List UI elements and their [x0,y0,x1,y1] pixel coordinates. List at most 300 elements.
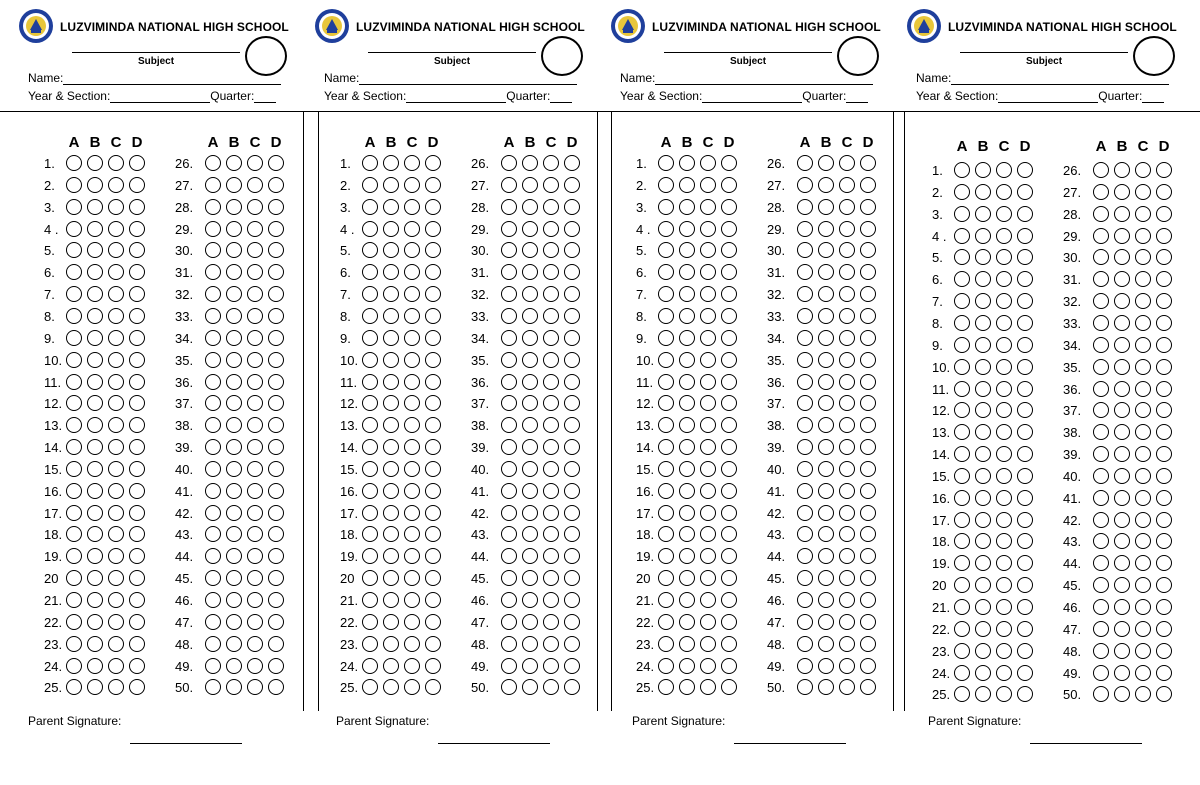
answer-bubble-b[interactable] [1114,162,1130,178]
answer-bubble-d[interactable] [129,614,145,630]
year-section-underline[interactable] [406,90,506,103]
answer-bubble-c[interactable] [996,512,1012,528]
answer-bubble-b[interactable] [226,221,242,237]
answer-bubble-c[interactable] [700,395,716,411]
answer-bubble-a[interactable] [205,658,221,674]
answer-bubble-b[interactable] [226,395,242,411]
answer-bubble-c[interactable] [404,658,420,674]
answer-bubble-d[interactable] [564,636,580,652]
answer-bubble-c[interactable] [543,221,559,237]
answer-bubble-a[interactable] [501,330,517,346]
answer-bubble-c[interactable] [839,483,855,499]
answer-bubble-c[interactable] [404,352,420,368]
answer-bubble-a[interactable] [205,548,221,564]
answer-bubble-d[interactable] [1017,162,1033,178]
answer-bubble-c[interactable] [700,199,716,215]
answer-bubble-a[interactable] [797,221,813,237]
answer-bubble-d[interactable] [1156,512,1172,528]
answer-bubble-c[interactable] [839,199,855,215]
answer-bubble-d[interactable] [1017,271,1033,287]
answer-bubble-b[interactable] [522,658,538,674]
answer-bubble-b[interactable] [87,505,103,521]
answer-bubble-b[interactable] [1114,468,1130,484]
answer-bubble-c[interactable] [839,417,855,433]
answer-bubble-a[interactable] [954,337,970,353]
answer-bubble-c[interactable] [404,417,420,433]
answer-bubble-c[interactable] [404,330,420,346]
answer-bubble-c[interactable] [404,461,420,477]
answer-bubble-d[interactable] [564,417,580,433]
answer-bubble-d[interactable] [564,177,580,193]
answer-bubble-d[interactable] [1017,490,1033,506]
answer-bubble-d[interactable] [860,439,876,455]
answer-bubble-c[interactable] [700,439,716,455]
answer-bubble-a[interactable] [362,592,378,608]
answer-bubble-a[interactable] [205,526,221,542]
answer-bubble-a[interactable] [362,352,378,368]
answer-bubble-a[interactable] [954,555,970,571]
answer-bubble-b[interactable] [818,264,834,280]
answer-bubble-b[interactable] [818,395,834,411]
score-circle[interactable] [837,36,879,76]
answer-bubble-c[interactable] [404,548,420,564]
answer-bubble-d[interactable] [268,483,284,499]
answer-bubble-b[interactable] [1114,402,1130,418]
answer-bubble-b[interactable] [522,221,538,237]
answer-bubble-c[interactable] [839,461,855,477]
answer-bubble-d[interactable] [860,330,876,346]
answer-bubble-c[interactable] [108,679,124,695]
answer-bubble-a[interactable] [797,483,813,499]
answer-bubble-a[interactable] [658,658,674,674]
answer-bubble-b[interactable] [383,526,399,542]
answer-bubble-a[interactable] [66,374,82,390]
answer-bubble-c[interactable] [247,636,263,652]
answer-bubble-a[interactable] [66,308,82,324]
answer-bubble-c[interactable] [247,526,263,542]
answer-bubble-a[interactable] [66,330,82,346]
answer-bubble-a[interactable] [501,570,517,586]
answer-bubble-a[interactable] [1093,337,1109,353]
answer-bubble-b[interactable] [226,658,242,674]
answer-bubble-a[interactable] [954,599,970,615]
answer-bubble-a[interactable] [954,468,970,484]
answer-bubble-c[interactable] [247,155,263,171]
answer-bubble-c[interactable] [543,570,559,586]
answer-bubble-a[interactable] [501,548,517,564]
answer-bubble-a[interactable] [1093,512,1109,528]
answer-bubble-d[interactable] [129,548,145,564]
answer-bubble-b[interactable] [1114,665,1130,681]
answer-bubble-a[interactable] [501,614,517,630]
answer-bubble-b[interactable] [818,570,834,586]
answer-bubble-b[interactable] [87,395,103,411]
answer-bubble-a[interactable] [797,439,813,455]
answer-bubble-b[interactable] [383,155,399,171]
answer-bubble-c[interactable] [108,505,124,521]
answer-bubble-c[interactable] [108,330,124,346]
answer-bubble-c[interactable] [839,679,855,695]
answer-bubble-d[interactable] [564,461,580,477]
answer-bubble-a[interactable] [205,221,221,237]
answer-bubble-d[interactable] [860,374,876,390]
answer-bubble-b[interactable] [522,199,538,215]
answer-bubble-c[interactable] [839,658,855,674]
answer-bubble-b[interactable] [679,395,695,411]
answer-bubble-c[interactable] [404,636,420,652]
answer-bubble-b[interactable] [383,352,399,368]
answer-bubble-c[interactable] [996,446,1012,462]
answer-bubble-c[interactable] [839,548,855,564]
answer-bubble-b[interactable] [679,199,695,215]
answer-bubble-d[interactable] [268,614,284,630]
answer-bubble-c[interactable] [700,570,716,586]
answer-bubble-c[interactable] [1135,293,1151,309]
answer-bubble-b[interactable] [818,417,834,433]
answer-bubble-d[interactable] [425,374,441,390]
answer-bubble-a[interactable] [1093,315,1109,331]
answer-bubble-a[interactable] [954,184,970,200]
answer-bubble-a[interactable] [501,155,517,171]
answer-bubble-c[interactable] [247,199,263,215]
answer-bubble-d[interactable] [425,570,441,586]
answer-bubble-b[interactable] [679,439,695,455]
answer-bubble-b[interactable] [1114,686,1130,702]
answer-bubble-d[interactable] [721,352,737,368]
answer-bubble-d[interactable] [721,614,737,630]
answer-bubble-b[interactable] [522,352,538,368]
answer-bubble-a[interactable] [205,505,221,521]
answer-bubble-b[interactable] [383,505,399,521]
answer-bubble-a[interactable] [658,352,674,368]
answer-bubble-a[interactable] [954,665,970,681]
answer-bubble-a[interactable] [1093,424,1109,440]
answer-bubble-a[interactable] [1093,643,1109,659]
answer-bubble-a[interactable] [797,330,813,346]
answer-bubble-b[interactable] [1114,512,1130,528]
answer-bubble-d[interactable] [564,374,580,390]
answer-bubble-a[interactable] [1093,599,1109,615]
answer-bubble-a[interactable] [205,483,221,499]
answer-bubble-a[interactable] [1093,206,1109,222]
answer-bubble-a[interactable] [501,352,517,368]
answer-bubble-d[interactable] [268,548,284,564]
answer-bubble-b[interactable] [383,264,399,280]
answer-bubble-d[interactable] [1156,665,1172,681]
answer-bubble-c[interactable] [108,526,124,542]
answer-bubble-c[interactable] [839,155,855,171]
answer-bubble-b[interactable] [226,636,242,652]
answer-bubble-c[interactable] [1135,402,1151,418]
answer-bubble-d[interactable] [425,548,441,564]
answer-bubble-b[interactable] [383,439,399,455]
answer-bubble-d[interactable] [425,221,441,237]
answer-bubble-a[interactable] [501,679,517,695]
answer-bubble-b[interactable] [818,505,834,521]
answer-bubble-a[interactable] [1093,228,1109,244]
answer-bubble-c[interactable] [108,374,124,390]
answer-bubble-b[interactable] [522,548,538,564]
answer-bubble-d[interactable] [1156,446,1172,462]
answer-bubble-a[interactable] [205,636,221,652]
answer-bubble-c[interactable] [996,315,1012,331]
year-section-field[interactable] [916,89,1164,103]
answer-bubble-b[interactable] [87,658,103,674]
answer-bubble-b[interactable] [87,592,103,608]
answer-bubble-a[interactable] [501,264,517,280]
answer-bubble-c[interactable] [1135,577,1151,593]
answer-bubble-d[interactable] [425,242,441,258]
answer-bubble-b[interactable] [87,483,103,499]
answer-bubble-c[interactable] [404,221,420,237]
answer-bubble-d[interactable] [721,308,737,324]
answer-bubble-c[interactable] [543,155,559,171]
answer-bubble-b[interactable] [383,570,399,586]
answer-bubble-d[interactable] [860,199,876,215]
answer-bubble-b[interactable] [383,658,399,674]
answer-bubble-c[interactable] [700,461,716,477]
answer-bubble-b[interactable] [522,526,538,542]
answer-bubble-d[interactable] [1156,337,1172,353]
answer-bubble-a[interactable] [954,621,970,637]
answer-bubble-b[interactable] [679,352,695,368]
score-circle[interactable] [245,36,287,76]
answer-bubble-c[interactable] [543,395,559,411]
answer-bubble-b[interactable] [1114,533,1130,549]
answer-bubble-b[interactable] [383,177,399,193]
answer-bubble-c[interactable] [404,264,420,280]
answer-bubble-c[interactable] [108,592,124,608]
answer-bubble-d[interactable] [564,483,580,499]
answer-bubble-d[interactable] [1156,249,1172,265]
answer-bubble-c[interactable] [247,461,263,477]
answer-bubble-a[interactable] [797,679,813,695]
answer-bubble-a[interactable] [954,424,970,440]
answer-bubble-a[interactable] [658,199,674,215]
answer-bubble-d[interactable] [129,592,145,608]
answer-bubble-c[interactable] [404,177,420,193]
answer-bubble-d[interactable] [860,461,876,477]
answer-bubble-c[interactable] [1135,555,1151,571]
answer-bubble-c[interactable] [839,286,855,302]
answer-bubble-c[interactable] [839,395,855,411]
answer-bubble-c[interactable] [247,330,263,346]
answer-bubble-b[interactable] [383,679,399,695]
score-circle[interactable] [1133,36,1175,76]
answer-bubble-c[interactable] [700,264,716,280]
answer-bubble-a[interactable] [66,461,82,477]
answer-bubble-a[interactable] [362,177,378,193]
answer-bubble-b[interactable] [679,526,695,542]
answer-bubble-d[interactable] [129,483,145,499]
answer-bubble-b[interactable] [1114,206,1130,222]
answer-bubble-d[interactable] [129,439,145,455]
answer-bubble-d[interactable] [425,155,441,171]
answer-bubble-a[interactable] [501,439,517,455]
answer-bubble-d[interactable] [129,330,145,346]
answer-bubble-a[interactable] [954,249,970,265]
answer-bubble-a[interactable] [658,286,674,302]
answer-bubble-a[interactable] [66,177,82,193]
answer-bubble-d[interactable] [1156,490,1172,506]
answer-bubble-c[interactable] [996,621,1012,637]
answer-bubble-d[interactable] [268,242,284,258]
answer-bubble-a[interactable] [797,505,813,521]
answer-bubble-b[interactable] [679,330,695,346]
answer-bubble-c[interactable] [108,242,124,258]
answer-bubble-d[interactable] [564,286,580,302]
answer-bubble-b[interactable] [818,592,834,608]
answer-bubble-b[interactable] [679,461,695,477]
answer-bubble-b[interactable] [818,374,834,390]
answer-bubble-a[interactable] [205,417,221,433]
answer-bubble-a[interactable] [501,505,517,521]
year-section-underline[interactable] [110,90,210,103]
answer-bubble-c[interactable] [108,177,124,193]
answer-bubble-a[interactable] [797,658,813,674]
answer-bubble-b[interactable] [975,643,991,659]
answer-bubble-a[interactable] [658,177,674,193]
answer-bubble-b[interactable] [87,155,103,171]
answer-bubble-c[interactable] [996,249,1012,265]
answer-bubble-a[interactable] [797,636,813,652]
answer-bubble-d[interactable] [860,526,876,542]
answer-bubble-c[interactable] [247,264,263,280]
answer-bubble-d[interactable] [1156,315,1172,331]
answer-bubble-a[interactable] [658,221,674,237]
answer-bubble-a[interactable] [1093,271,1109,287]
answer-bubble-a[interactable] [205,308,221,324]
answer-bubble-b[interactable] [226,308,242,324]
answer-bubble-d[interactable] [860,417,876,433]
answer-bubble-c[interactable] [700,417,716,433]
answer-bubble-b[interactable] [226,352,242,368]
answer-bubble-c[interactable] [543,636,559,652]
answer-bubble-c[interactable] [247,483,263,499]
answer-bubble-d[interactable] [268,526,284,542]
answer-bubble-d[interactable] [860,155,876,171]
answer-bubble-a[interactable] [501,221,517,237]
answer-bubble-c[interactable] [996,577,1012,593]
answer-bubble-b[interactable] [383,308,399,324]
answer-bubble-c[interactable] [543,526,559,542]
answer-bubble-c[interactable] [700,155,716,171]
answer-bubble-c[interactable] [108,614,124,630]
answer-bubble-a[interactable] [797,570,813,586]
answer-bubble-d[interactable] [268,592,284,608]
answer-bubble-c[interactable] [543,548,559,564]
answer-bubble-a[interactable] [205,177,221,193]
answer-bubble-c[interactable] [247,286,263,302]
answer-bubble-d[interactable] [721,199,737,215]
answer-bubble-a[interactable] [362,395,378,411]
answer-bubble-b[interactable] [87,352,103,368]
answer-bubble-b[interactable] [522,308,538,324]
answer-bubble-a[interactable] [658,395,674,411]
answer-bubble-d[interactable] [1017,643,1033,659]
answer-bubble-a[interactable] [205,352,221,368]
answer-bubble-b[interactable] [383,286,399,302]
answer-bubble-c[interactable] [700,374,716,390]
answer-bubble-d[interactable] [721,417,737,433]
answer-bubble-b[interactable] [679,658,695,674]
answer-bubble-a[interactable] [797,417,813,433]
answer-bubble-b[interactable] [1114,381,1130,397]
answer-bubble-b[interactable] [522,155,538,171]
answer-bubble-a[interactable] [501,636,517,652]
answer-bubble-c[interactable] [543,199,559,215]
name-underline[interactable] [655,72,873,85]
answer-bubble-b[interactable] [975,228,991,244]
answer-bubble-b[interactable] [383,548,399,564]
answer-bubble-b[interactable] [522,395,538,411]
answer-bubble-c[interactable] [543,330,559,346]
answer-bubble-a[interactable] [1093,359,1109,375]
answer-bubble-a[interactable] [1093,577,1109,593]
answer-bubble-c[interactable] [1135,665,1151,681]
answer-bubble-d[interactable] [425,395,441,411]
answer-bubble-a[interactable] [954,686,970,702]
answer-bubble-c[interactable] [700,221,716,237]
answer-bubble-b[interactable] [679,242,695,258]
answer-bubble-b[interactable] [87,374,103,390]
answer-bubble-c[interactable] [1135,686,1151,702]
answer-bubble-b[interactable] [87,570,103,586]
answer-bubble-d[interactable] [1017,468,1033,484]
answer-bubble-b[interactable] [1114,577,1130,593]
answer-bubble-d[interactable] [860,679,876,695]
answer-bubble-a[interactable] [1093,490,1109,506]
answer-bubble-d[interactable] [1156,228,1172,244]
answer-bubble-a[interactable] [501,526,517,542]
answer-bubble-d[interactable] [1156,293,1172,309]
answer-bubble-d[interactable] [564,505,580,521]
answer-bubble-b[interactable] [679,417,695,433]
answer-bubble-a[interactable] [658,155,674,171]
answer-bubble-c[interactable] [404,679,420,695]
answer-bubble-a[interactable] [362,242,378,258]
answer-bubble-a[interactable] [501,395,517,411]
answer-bubble-c[interactable] [404,592,420,608]
answer-bubble-a[interactable] [658,614,674,630]
answer-bubble-d[interactable] [564,264,580,280]
answer-bubble-d[interactable] [425,308,441,324]
answer-bubble-d[interactable] [1156,206,1172,222]
answer-bubble-b[interactable] [383,221,399,237]
answer-bubble-c[interactable] [404,155,420,171]
answer-bubble-d[interactable] [721,679,737,695]
answer-bubble-d[interactable] [564,439,580,455]
answer-bubble-d[interactable] [860,308,876,324]
answer-bubble-b[interactable] [522,374,538,390]
answer-bubble-d[interactable] [425,526,441,542]
answer-bubble-c[interactable] [700,636,716,652]
answer-bubble-c[interactable] [543,264,559,280]
answer-bubble-c[interactable] [108,286,124,302]
answer-bubble-c[interactable] [1135,490,1151,506]
answer-bubble-a[interactable] [501,417,517,433]
answer-bubble-c[interactable] [543,308,559,324]
answer-bubble-d[interactable] [860,505,876,521]
answer-bubble-c[interactable] [1135,206,1151,222]
answer-bubble-b[interactable] [679,548,695,564]
answer-bubble-b[interactable] [226,570,242,586]
answer-bubble-d[interactable] [425,199,441,215]
answer-bubble-d[interactable] [129,679,145,695]
answer-bubble-d[interactable] [268,264,284,280]
answer-bubble-d[interactable] [721,221,737,237]
answer-bubble-b[interactable] [226,155,242,171]
